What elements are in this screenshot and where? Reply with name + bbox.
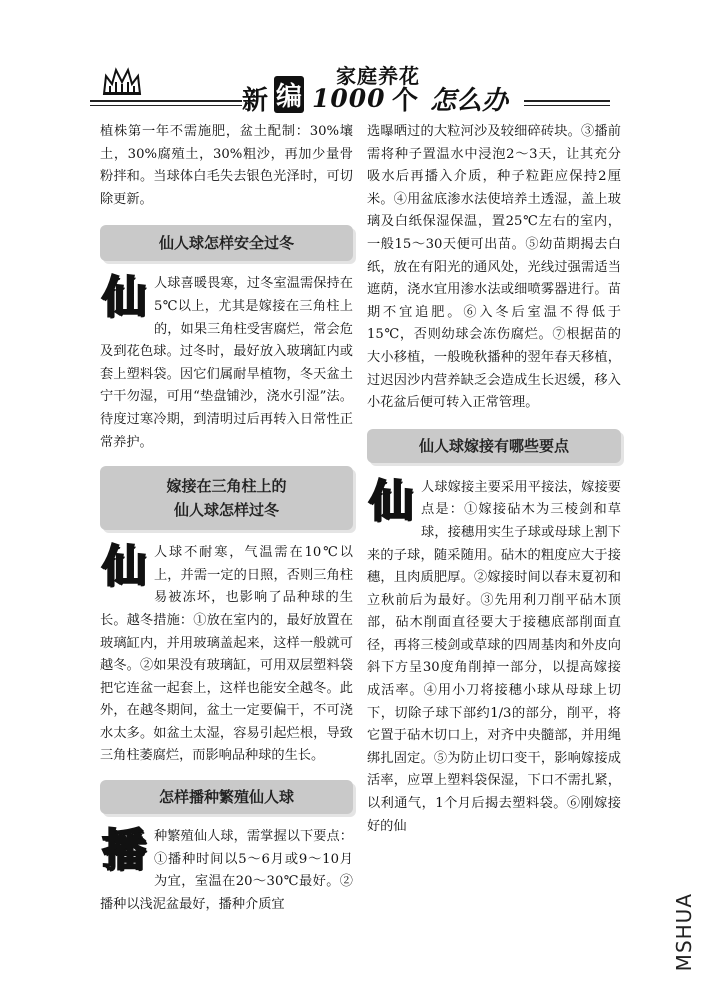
left-column [100,121,353,916]
sowing-continued: 选曝晒过的大粒河沙及较细碎砖块。③播前需将种子置温水中浸泡2～3天，让其充分吸水后再播入介质，种子粒距应保持2厘米。④用盆底渗水法使培养土透湿，盖上玻璃及白纸保湿保温，置25℃左右的室内，一般15～30天便可出苗。⑤幼苗期揭去白纸，放在有阳光的通风处，光线过强需适当遮荫，浇水宜用渗水法或细喷雾器进行。苗期不宜追肥。⑥入冬后室温不得低于15℃，否则幼球会冻伤腐烂。⑦根据苗的大小移植，一般晚秋播种的翌年春天移植，过迟因沙内营养缺乏会造成生长迟缓，移入小花盆后便可转入正常管理。 [367,124,621,411]
brand-subtitle: 家庭养花 [336,64,420,88]
watermark: MSHUA [672,892,696,971]
section-title-grafted-winter [100,466,353,530]
section-body-sowing [100,826,353,916]
section-body-winter [100,273,353,454]
header-rule-right-thin [524,105,610,106]
section-title-grafting: 仙人球嫁接有哪些要点 [367,429,621,463]
section-body-grafting [367,477,621,839]
brand-xin: 新 [242,86,269,116]
crown-logo [102,66,142,96]
section-title-sowing: 怎样播种繁殖仙人球 [100,780,353,814]
dropcap: 仙 [102,541,146,593]
brand-ge: 个 [392,86,419,116]
body-text: 人球嫁接主要采用平接法，嫁接要点是：①嫁接砧木为三棱剑和草球，接穗用实生子球或母球上割下来的子球，随采随用。砧木的粗度应大于接穗，且肉质肥厚。②嫁接时间以春末夏初和立秋前后为最好。③先用利刀削平砧木顶部，砧木削面直径要大于接穗底部削面直径，再将三棱剑或草球的四周基肉和外皮向斜下方呈30度角削掉一部分，以提高嫁接成活率。④用小刀将接穗小球从母球上切下，切除子球下部约1/3的部分，削平，将它置于砧木切口上，对齐中央髓部，并用绳绑扎固定。⑤为防止切口变干，影响嫁接成活率，应罩上塑料袋保湿，下口不需扎紧，以利通气，1个月后揭去塑料袋。⑥刚嫁接好的仙 [367,479,621,834]
section-title-winter: 仙人球怎样安全过冬 [100,225,353,261]
dropcap: 仙 [102,272,146,324]
header-rule-left-thin [90,105,242,106]
brand-bian: 编 [274,76,304,113]
header-rule-right [524,100,610,102]
brand-number: 1000 [312,84,386,113]
right-column [367,121,621,838]
section-body-grafted-winter [100,542,353,768]
dropcap: 播 [102,825,146,877]
title-line-1: 嫁接在三角柱上的 [166,477,287,496]
header-rule-left [90,100,242,102]
title-line-2: 仙人球怎样过冬 [173,501,279,520]
body-text: 人球喜暖畏寒，过冬室温需保持在5℃以上，尤其是嫁接在三角柱上的，如果三角柱受害腐烂，常会危及到花色球。过冬时，最好放入玻璃缸内或套上塑料袋。因它们属耐旱植物，冬天盆土宁干勿湿，可用“垫盘铺沙，浇水引湿”法。待度过寒冷期，到清明过后再转入日常性正常养护。 [100,276,353,450]
body-text: 种繁殖仙人球，需掌握以下要点：①播种时间以5～6月或9～10月为宜，室温在20～30℃最好。②播种以浅泥盆最好，播种介质宜 [100,829,353,912]
dropcap: 仙 [369,475,413,527]
column-header [90,58,610,122]
body-text: 人球不耐寒，气温需在10℃以上，并需一定的日照，否则三角柱易被冻坏，也影响了品种球的生长。越冬措施：①放在室内的，最好放置在玻璃缸内，并用玻璃盖起来，这样一般就可越冬。②如果没有玻璃缸，可用双层塑料袋把它连盆一起套上，这样也能安全越冬。此外，在越冬期间，盆土一定要偏干，不可浇水太多。如盆土太湿，容易引起烂根，导致三角柱萎腐烂，而影响品种球的生长。 [100,545,353,764]
intro-paragraph: 植株第一年不需施肥，盆土配制：30%壤土，30%腐殖土，30%粗沙，再加少量骨粉拌和。当球体白毛失去银色光泽时，可切除更新。 [100,124,353,207]
brand-zenmeban: 怎么办 [430,86,509,116]
